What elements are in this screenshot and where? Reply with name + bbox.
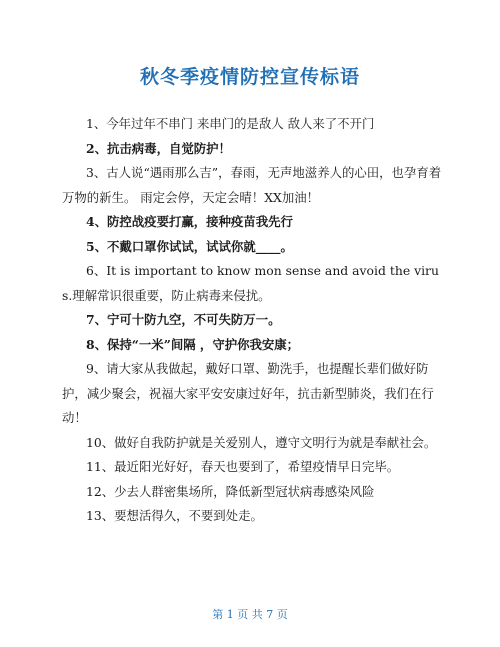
slogan-item: 2、抗击病毒，自觉防护！ — [86, 140, 231, 156]
page-footer: 第 1 页 共 7 页 — [212, 608, 288, 621]
slogan-item: 8、保持“一米”间隔 ，守护你我安康； — [86, 336, 300, 352]
slogan-item: 1、今年过年不串门 来串门的是敌人 敌人来了不开门 — [86, 116, 375, 131]
slogan-item: 9、请大家从我做起，戴好口罩、勤洗手，也提醒长辈们做好防护，减少聚会，祝福大家平安安康过好年，抗击新型肺炎，我们在行动！ — [62, 361, 434, 425]
slogan-item: 13、要想活得久，不要到处走。 — [86, 508, 263, 523]
slogan-item: 7、宁可十防九空，不可失防万一。 — [86, 312, 281, 327]
slogan-item: 11、最近阳光好好，春天也要到了，希望疫情早日完毕。 — [86, 459, 400, 474]
document-title: 秋冬季疫情防控宣传标语 — [139, 66, 360, 88]
slogan-item: 6、It is important to know mon sense and avoid the virus.理解常识很重要，防止病毒来侵扰。 — [62, 263, 439, 303]
slogan-item: 3、古人说“遇雨那么吉”，春雨，无声地滋养人的心田，也孕育着万物的新生。 雨定会停，天定会晴！XX加油！ — [62, 165, 442, 205]
slogan-item: 10、做好自我防护就是关爱别人，遵守文明行为就是奉献社会。 — [86, 434, 437, 450]
slogan-item: 5、不戴口罩你试试，试试你就____。 — [86, 238, 293, 254]
slogan-item: 12、少去人群密集场所，降低新型冠状病毒感染风险 — [86, 483, 375, 499]
document-body — [62, 112, 442, 529]
slogan-item: 4、防控战疫要打赢，接种疫苗我先行 — [86, 214, 293, 229]
